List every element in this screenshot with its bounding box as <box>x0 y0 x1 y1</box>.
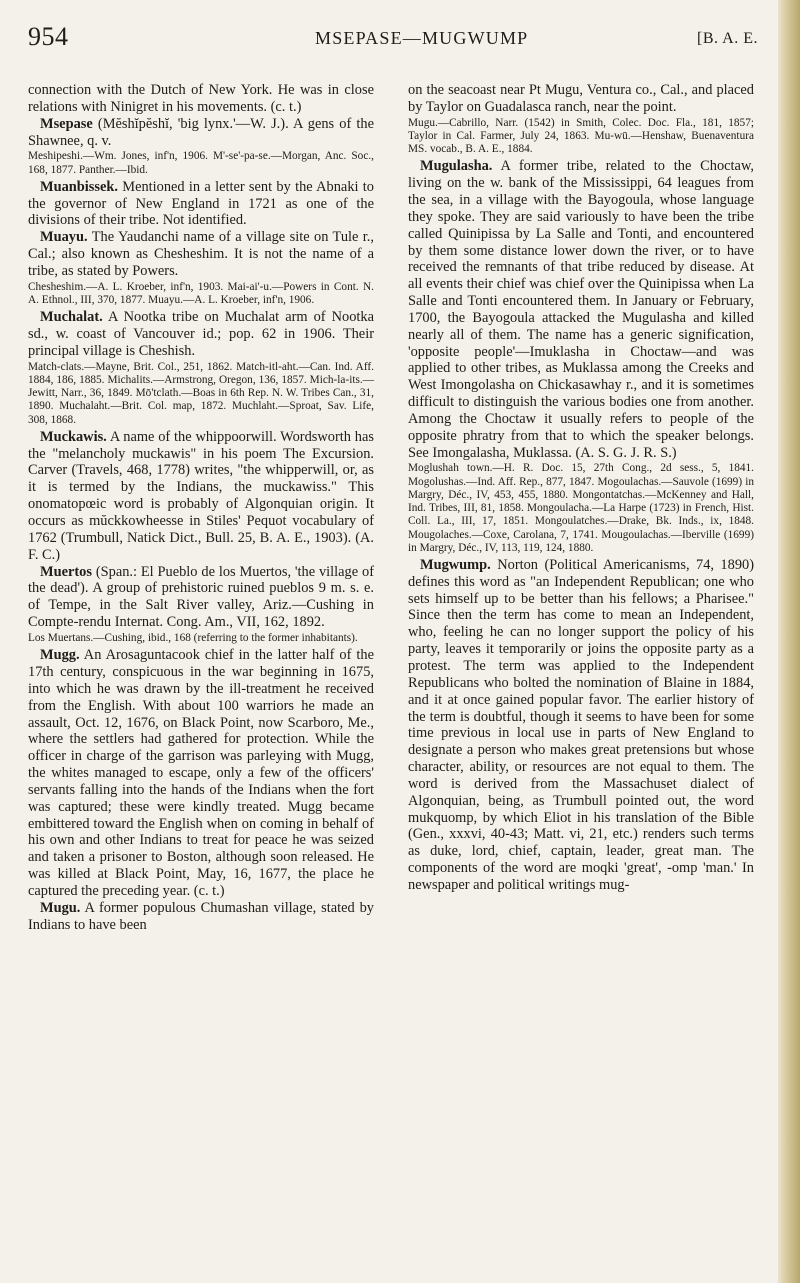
entry-body: on the seacoast near Pt Mugu, Ventura co., Cal., and placed by Taylor on Guadalasca ranch, near the point. <box>408 82 754 115</box>
entry-body: An Arosaguntacook chief in the latter half of the 17th century, conspicuous in the war beginning in 1675, into which he was drawn by the ill-treatment he received from the English. With about 100 warriors he made an assault, Oct. 12, 1676, on Black Point, now Scarboro, Me., where the settlers had gathered for protection. While the officer in charge of the garrison was parleying with Mugg, the whites managed to escape, only a few of the officers' servants falling into the hands of the Indians when the fort was captured; these were kindly treated. Mugg became embittered toward the English when on coming in behalf of his own and other Indians to treat for peace he was seized and taken a prisoner to Boston, although soon released. He was killed at Black Point, May, 16, 1677, the place he captured the preceding year. (c. t.) <box>28 647 374 899</box>
entry-headword: Muckawis. <box>40 428 107 445</box>
dictionary-entry <box>28 429 374 564</box>
entry-body: A former tribe, related to the Choctaw, living on the w. bank of the Mississippi, 64 leagues from the sea, in a village with the Bayogoula, whose language they spoke. They are said variously to have been the tribe called Quinipissa by La Salle and Tonti, and encountered by them some distance lower down the river, or to have received the remnants of that tribe reduced by disease. At all events their chief was chief over the Quinipissa when La Salle and Tonti encountered them. In January or February, 1700, the Bayogoula attacked the Mugulasha and killed nearly all of them. The name has a generic signification, 'opposite people'—Imuklasha in Choctaw—and was applied to other tribes, as Muklassa among the Creeks and West Imongolasha on Chickasawhay r., and it is sometimes difficult to distinguish the various bodies one from another. Among the Choctaw it usually refers to people of the opposite phratry from that to which the speaker belongs. See Imongalasha, Muklassa. (A. S. G. J. R. S.) <box>408 158 754 461</box>
synonymy-text: Moglushah town.—H. R. Doc. 15, 27th Cong., 2d sess., 5, 1841. Mogolushas.—Ind. Aff. Rep., 877, 1847. Mogoulachas.—Sauvole (1699) in Margry, Déc., IV, 453, 455, 1880. Mongontatchas.—McKenney and Hall, Ind. Tribes, III, 81, 1858. Mongoulacha.—La Harpe (1723) in French, Hist. Coll. La., III, 17, 1851. Mongoulatches.—Drake, Bk. Inds., ix, 1848. Mougolaches.—Coxe, Carolana, 7, 1741. Mougoulachas.—Iberville (1699) in Margry, Déc., IV, 113, 119, 124, 1880. <box>408 462 754 554</box>
synonymy-text: Chesheshim.—A. L. Kroeber, inf'n, 1903. Mai-ai'-u.—Powers in Cont. N. A. Ethnol., III, 370, 1877. Muayu.—A. L. Kroeber, inf'n, 1906. <box>28 280 374 307</box>
synonymy-paragraph <box>28 632 374 645</box>
entry-headword: Mugwump. <box>420 556 491 573</box>
page-number: 954 <box>28 22 69 51</box>
entry-headword: Msepase <box>40 115 93 132</box>
entry-headword: Muanbissek. <box>40 178 118 195</box>
entry-body: A Nootka tribe on Muchalat arm of Nootka sd., w. coast of Vancouver id.; pop. 62 in 1906. Their principal village is Cheshish. <box>28 309 374 359</box>
synonymy-paragraph <box>408 462 754 554</box>
dictionary-entry <box>28 116 374 150</box>
synonymy-text: Los Muertans.—Cushing, ibid., 168 (referring to the former inhabitants). <box>28 631 358 644</box>
entry-body: Mentioned in a letter sent by the Abnaki to the governor of New England in 1721 as one of the divisions of their tribe. Not identified. <box>28 178 374 229</box>
entry-headword: Mugg. <box>40 647 80 664</box>
entry-headword: Mugulasha. <box>420 158 493 175</box>
running-head: MSEPASE—MUGWUMP <box>315 28 529 48</box>
page-header <box>28 22 758 62</box>
page-edge-shadow <box>778 0 800 1283</box>
dictionary-entry <box>28 229 374 280</box>
continued-text <box>28 82 374 116</box>
dictionary-entry <box>408 158 754 461</box>
dictionary-entry <box>28 900 374 934</box>
synonymy-text: Mugu.—Cabrillo, Narr. (1542) in Smith, Colec. Doc. Fla., 181, 1857; Taylor in Cal. Farmer, July 24, 1863. Mu-wū.—Henshaw, Buenaventura MS. vocab., B. A. E., 1884. <box>408 116 754 156</box>
dictionary-entry <box>28 647 374 900</box>
entry-body: (Mĕshĭpĕshĭ, 'big lynx.'—W. J.). A gens of the Shawnee, q. v. <box>28 115 374 149</box>
dictionary-entry <box>408 557 754 894</box>
entry-headword: Muchalat. <box>40 309 103 326</box>
synonymy-paragraph <box>28 361 374 427</box>
section-marker: [B. A. E. <box>697 30 758 47</box>
entry-body: connection with the Dutch of New York. He was in close relations with Ninigret in his movements. (c. t.) <box>28 82 374 115</box>
dictionary-entry <box>28 179 374 230</box>
continued-text <box>408 82 754 116</box>
entry-headword: Muertos <box>40 563 92 580</box>
synonymy-text: Match-clats.—Mayne, Brit. Col., 251, 1862. Match-itl-aht.—Can. Ind. Aff. 1884, 186, 1885. Michalits.—Armstrong, Oregon, 136, 1857. Mich-la-its.—Jewitt, Narr., 36, 1849. Mō'tclath.—Boas in 6th Rep. N. W. Tribes Can., 31, 1890. Muchalaht.—Brit. Col. map, 1872. Muchlaht.—Sproat, Sav. Life, 308, 1868. <box>28 360 374 426</box>
entry-body: The Yaudanchi name of a village site on Tule r., Cal.; also known as Chesheshim. It is not the name of a tribe, as stated by Powers. <box>28 229 374 279</box>
right-column <box>408 82 754 894</box>
synonymy-paragraph <box>408 117 754 157</box>
entry-body: (Span.: El Pueblo de los Muertos, 'the village of the dead'). A group of prehistoric ruined pueblos 9 m. s. e. of Tempe, in the Salt River valley, Ariz.—Cushing in Compte-rendu Internat. Cong. Am., VII, 162, 1892. <box>28 563 374 631</box>
dictionary-entry <box>28 564 374 631</box>
left-column <box>28 82 374 933</box>
synonymy-paragraph <box>28 150 374 176</box>
dictionary-entry <box>28 309 374 360</box>
entry-headword: Mugu. <box>40 899 81 916</box>
entry-body: A former populous Chumashan village, stated by Indians to have been <box>28 899 374 933</box>
entry-body: A name of the whippoorwill. Wordsworth has the "melancholy muckawis" in his poem The Excursion. Carver (Travels, 468, 1778) writes, "the whipperwill, or, as it is termed by the Indians, the muckawiss." This onomatopœic word is probably of Algonquian origin. It occurs as mŭckkowheesse in Stiles' Pequot vocabulary of 1762 (Trumbull, Natick Dict., Bull. 25, B. A. E., 1903). (A. F. C.) <box>28 428 374 563</box>
entry-headword: Muayu. <box>40 229 88 246</box>
synonymy-text: Meshipeshi.—Wm. Jones, inf'n, 1906. M'-se'-pa-se.—Morgan, Anc. Soc., 168, 1877. Panther.—Ibid. <box>28 150 374 176</box>
entry-body: Norton (Political Americanisms, 74, 1890) defines this word as "an Independent Republican; one who sets himself up to be better than his fellows; a Pharisee." Since then the term has come to mean an Independent, who, feeling he can no longer support the policy of his party, leaves it temporarily or joins the opposite party as a protest. The term was applied to the Independent Republicans who bolted the nomination of Blaine in 1884, and it at once gained popular favor. The earlier history of the term is doubtful, though it seems to have been for some time previous in local use in parts of New England to designate a person who makes great pretensions but whose character, ability, or resources are not equal to them. The word is derived from the Massachuset dialect of Algonquian, being, as Trumbull pointed out, the word mukquomp, by which Eliot in his translation of the Bible (Gen., xxxvi, 40-43; Matt. vi, 21, etc.) renders such terms as duke, lord, chief, captain, leader, great man. The components of the word are moqki 'great', -omp 'man.' In newspaper and political writings mug- <box>408 556 755 893</box>
synonymy-paragraph <box>28 281 374 307</box>
